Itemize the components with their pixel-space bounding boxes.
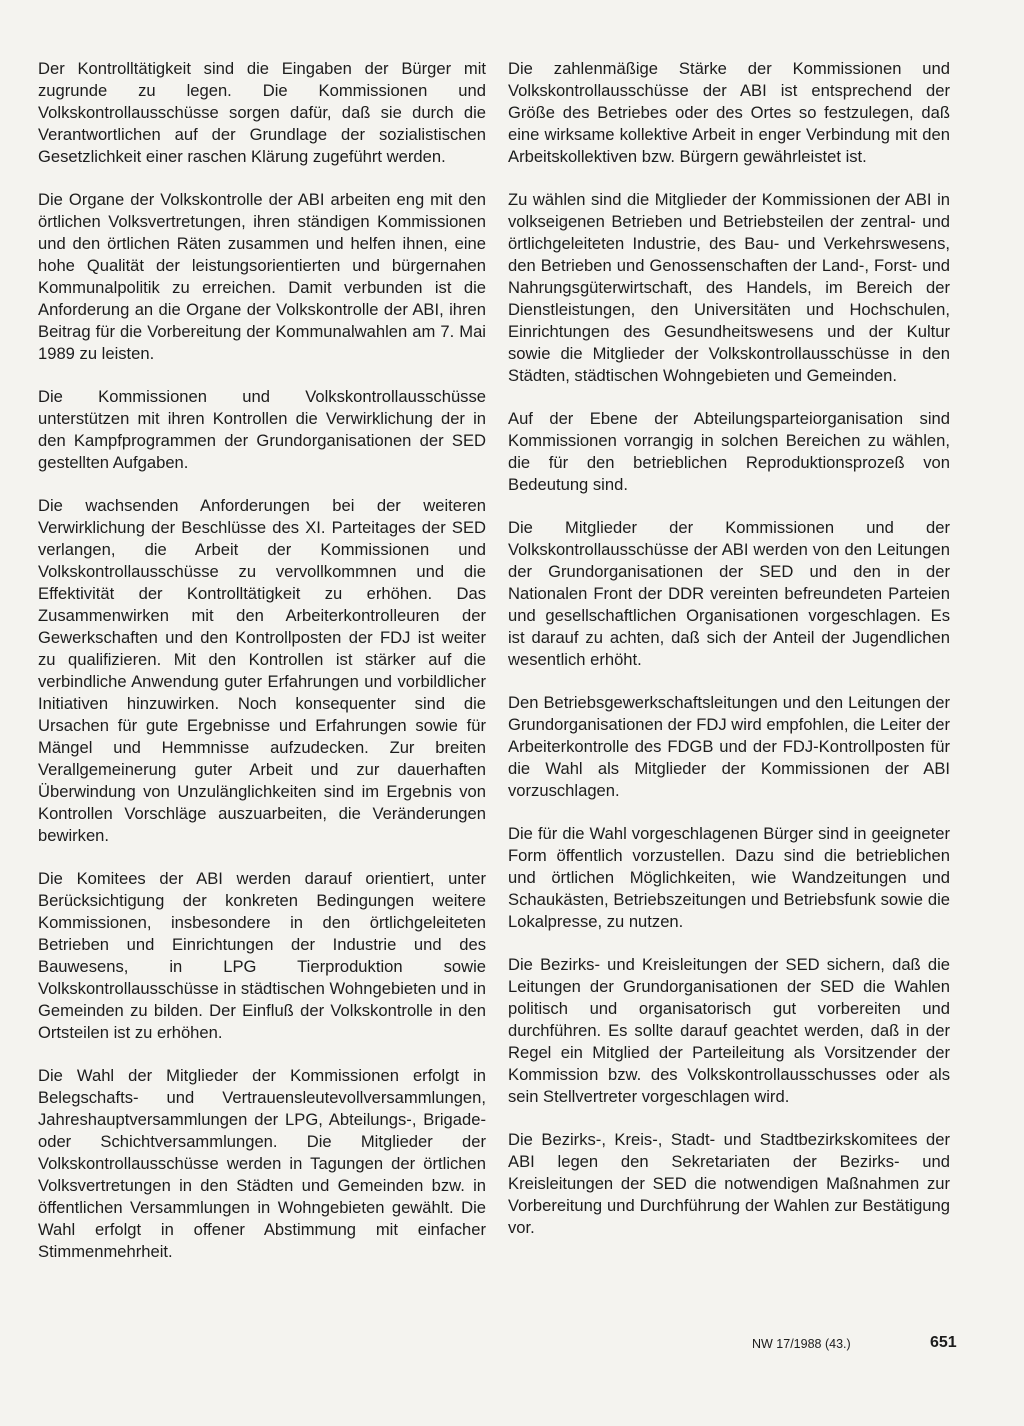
paragraph: Die Bezirks- und Kreisleitungen der SED sichern, daß die Leitungen der Grundorganisationen der SED die Wahlen politisch und organisatorisch gut vorbereiten und durchführen. Es sollte darauf geachtet werden, daß in der Regel ein Mitglied der Parteileitung als Vorsitzender der Kommission bzw. des Volkskontrollausschusses oder als sein Stellvertreter vorgeschlagen wird. [508, 955, 950, 1106]
paragraph: Die für die Wahl vorgeschlagenen Bürger sind in geeigneter Form öffentlich vorzustellen. Dazu sind die betrieblichen und örtlichen Möglichkeiten, wie Wandzeitungen und Schaukästen, Betriebszeitungen und Betriebsfunk sowie die Lokalpresse, zu nutzen. [508, 824, 950, 931]
paragraph: Den Betriebsgewerkschaftsleitungen und den Leitungen der Grundorganisationen der FDJ wird empfohlen, die Leiter der Arbeiterkontrolle des FDGB und der FDJ-Kontrollposten für die Wahl als Mitglieder der Kommissionen der ABI vorzuschlagen. [508, 693, 950, 800]
paragraph: Die Wahl der Mitglieder der Kommissionen erfolgt in Belegschafts- und Vertrauensleutevollversammlungen, Jahreshauptversammlungen der LPG, Abteilungs-, Brigade- oder Schichtversammlungen. Die Mitglieder der Volkskontrollausschüsse werden in Tagungen der örtlichen Volksvertretungen in den Städten und Gemeinden bzw. in öffentlichen Versammlungen in Wohngebieten gewählt. Die Wahl erfolgt in offener Abstimmung mit einfacher Stimmenmehrheit. [38, 1066, 486, 1261]
left-column [38, 58, 486, 1284]
paragraph: Die Kommissionen und Volkskontrollausschüsse unterstützen mit ihren Kontrollen die Verwirklichung der in den Kampfprogrammen der Grundorganisationen der SED gestellten Aufgaben. [38, 387, 486, 472]
paragraph: Der Kontrolltätigkeit sind die Eingaben der Bürger mit zugrunde zu legen. Die Kommissionen und Volkskontrollausschüsse sorgen dafür, daß sie durch die Verantwortlichen auf der Grundlage der sozialistischen Gesetzlichkeit einer raschen Klärung zugeführt werden. [38, 59, 486, 166]
right-column [508, 58, 950, 1260]
paragraph: Die zahlenmäßige Stärke der Kommissionen und Volkskontrollausschüsse der ABI ist entsprechend der Größe des Betriebes oder des Ortes so festzulegen, daß eine wirksame kollektive Arbeit in enger Verbindung mit den Arbeitskollektiven bzw. Bürgern gewährleistet ist. [508, 59, 950, 166]
paragraph: Die Komitees der ABI werden darauf orientiert, unter Berücksichtigung der konkreten Bedingungen weitere Kommissionen, insbesondere in den örtlichgeleiteten Betrieben und Einrichtungen der Industrie und des Bauwesens, in LPG Tierproduktion sowie Volkskontrollausschüsse in städtischen Wohngebieten und in Gemeinden zu bilden. Der Einfluß der Volkskontrolle in den Ortsteilen ist zu erhöhen. [38, 869, 487, 1042]
issue-reference: NW 17/1988 (43.) [752, 1337, 851, 1351]
page-number: 651 [930, 1334, 957, 1351]
paragraph: Die Mitglieder der Kommissionen und der Volkskontrollausschüsse der ABI werden von den Leitungen der Grundorganisationen der SED und den in der Nationalen Front der DDR vereinten befreundeten Parteien und gesellschaftlichen Organisationen vorgeschlagen. Es ist darauf zu achten, daß sich der Anteil der Jugendlichen wesentlich erhöht. [508, 518, 950, 669]
paragraph: Zu wählen sind die Mitglieder der Kommissionen der ABI in volkseigenen Betrieben und Betriebsteilen der zentral- und örtlichgeleiteten Industrie, des Bau- und Verkehrswesens, den Betrieben und Genossenschaften der Land-, Forst- und Nahrungsgüterwirtschaft, des Handels, im Bereich der Dienstleistungen, den Universitäten und Hochschulen, Einrichtungen des Gesundheitswesens und der Kultur sowie die Mitglieder der Volkskontrollausschüsse in den Städten, städtischen Wohngebieten und Gemeinden. [508, 190, 950, 385]
paragraph: Die wachsenden Anforderungen bei der weiteren Verwirklichung der Beschlüsse des XI. Parteitages der SED verlangen, die Arbeit der Kommissionen und Volkskontrollausschüsse zu vervollkommnen und die Effektivität der Kontrolltätigkeit zu erhöhen. Das Zusammenwirken mit den Arbeiterkontrolleuren der Gewerkschaften und den Kontrollposten der FDJ ist weiter zu qualifizieren. Mit den Kontrollen ist stärker auf die verbindliche Anwendung guter Erfahrungen und vorbildlicher Initiativen hinzuwirken. Noch konsequenter sind die Ursachen für gute Ergebnisse und Erfahrungen sowie für Mängel und Hemmnisse aufzudecken. Zur breiten Verallgemeinerung guter Arbeit und zur dauerhaften Überwindung von Unzulänglichkeiten sind im Ergebnis von Kontrollen Vorschläge auszuarbeiten, die Veränderungen bewirken. [38, 496, 486, 845]
paragraph: Die Bezirks-, Kreis-, Stadt- und Stadtbezirkskomitees der ABI legen den Sekretariaten der Bezirks- und Kreisleitungen der SED die notwendigen Maßnahmen zur Vorbereitung und Durchführung der Wahlen zur Bestätigung vor. [508, 1130, 950, 1237]
paragraph: Auf der Ebene der Abteilungsparteiorganisation sind Kommissionen vorrangig in solchen Bereichen zu wählen, die für den betrieblichen Reproduktionsprozeß von Bedeutung sind. [508, 409, 950, 494]
paragraph: Die Organe der Volkskontrolle der ABI arbeiten eng mit den örtlichen Volksvertretungen, ihren ständigen Kommissionen und den örtlichen Räten zusammen und helfen ihnen, eine hohe Qualität der leistungsorientierten und bürgernahen Kommunalpolitik zu erreichen. Damit verbunden ist die Anforderung an die Organe der Volkskontrolle der ABI, ihren Beitrag für die Vorbereitung der Kommunalwahlen am 7. Mai 1989 zu leisten. [38, 190, 486, 363]
